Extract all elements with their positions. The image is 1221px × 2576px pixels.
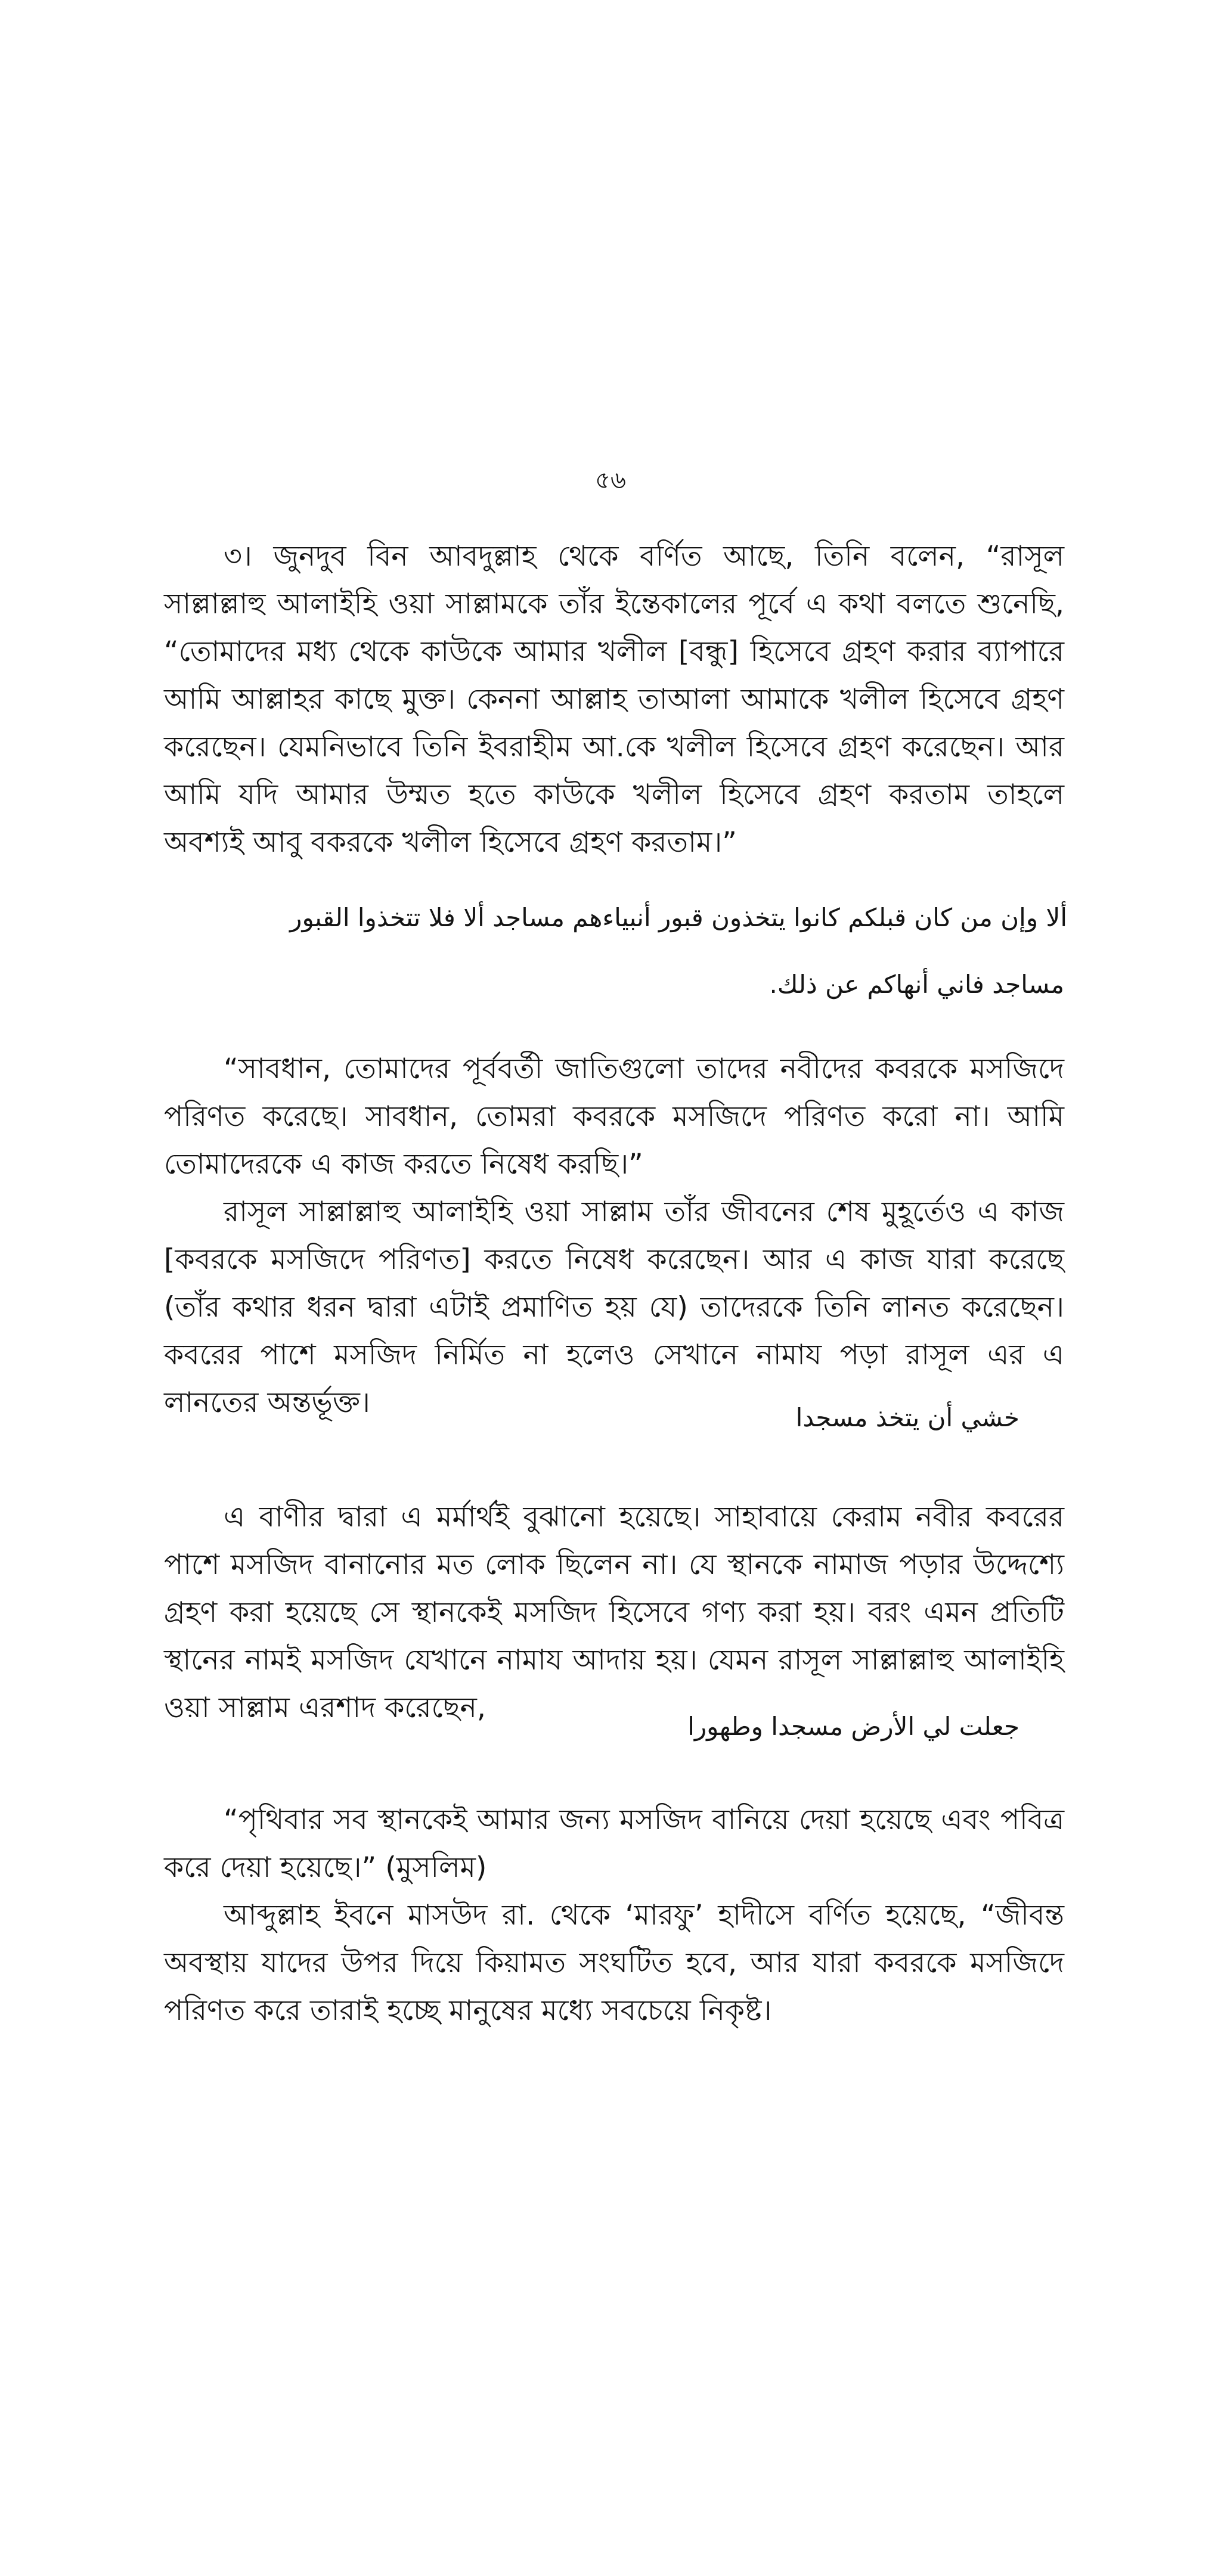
page-number: ৫৬ bbox=[595, 467, 626, 494]
arabic-quote-earth-masjid: جعلت لي الأرض مسجدا وطهورا bbox=[687, 1712, 1019, 1741]
explanation-paragraph-prohibition: রাসূল সাল্লাল্লাহু আলাইহি ওয়া সাল্লাম তাঁর জীবনের শেষ মুহূর্তেও এ কাজ [কবরকে মসজিদে পরিণত] করতে নিষেধ করেছেন। আর এ কাজ যারা করেছে (তাঁর কথার ধরন দ্বারা এটাই প্রমাণিত হয় যে) তাদেরকে তিনি লানত করেছেন। কবরের পাশে মসজিদ নির্মিত না হলেও সেখানে নামায পড়া রাসূল এর এ লানতের অন্তর্ভূক্ত। bbox=[164, 1195, 1064, 1419]
arabic-quote-line-2: مساجد فاني أنهاكم عن ذلك. bbox=[769, 970, 1064, 999]
arabic-quote-line-1: ألا وإن من كان قبلكم كانوا يتخذون قبور أنبياءهم مساجد ألا فلا تتخذوا القبور bbox=[290, 903, 1067, 932]
translation-paragraph-earth: “পৃথিবার সব স্থানকেই আমার জন্য মসজিদ বানিয়ে দেয়া হয়েছে এবং পবিত্র করে দেয়া হয়েছে।” (মুসলিম) bbox=[164, 1803, 1064, 1884]
hadith-paragraph-jundub: ৩। জুনদুব বিন আবদুল্লাহ থেকে বর্ণিত আছে, তিনি বলেন, “রাসূল সাল্লাল্লাহু আলাইহি ওয়া সাল্লামকে তাঁর ইন্তেকালের পূর্বে এ কথা বলতে শুনেছি, “তোমাদের মধ্য থেকে কাউকে আমার খলীল [বন্ধু] হিসেবে গ্রহণ করার ব্যাপারে আমি আল্লাহর কাছে মুক্ত। কেননা আল্লাহ তাআলা আমাকে খলীল হিসেবে গ্রহণ করেছেন। যেমনিভাবে তিনি ইবরাহীম আ.কে খলীল হিসেবে গ্রহণ করেছেন। আর আমি যদি আমার উম্মত হতে কাউকে খলীল হিসেবে গ্রহণ করতাম তাহলে অবশ্যই আবু বকরকে খলীল হিসেবে গ্রহণ করতাম।” bbox=[164, 539, 1064, 859]
arabic-quote-feared: خشي أن يتخذ مسجدا bbox=[795, 1403, 1019, 1432]
explanation-paragraph-meaning: এ বাণীর দ্বারা এ মর্মার্থই বুঝানো হয়েছে। সাহাবায়ে কেরাম নবীর কবরের পাশে মসজিদ বানানোর মত লোক ছিলেন না। যে স্থানকে নামাজ পড়ার উদ্দেশ্যে গ্রহণ করা হয়েছে সে স্থানকেই মসজিদ হিসেবে গণ্য করা হয়। বরং এমন প্রতিটি স্থানের নামই মসজিদ যেখানে নামায আদায় হয়। যেমন রাসূল সাল্লাল্লাহু আলাইহি ওয়া সাল্লাম এরশাদ করেছেন, bbox=[164, 1500, 1064, 1724]
translation-paragraph-warning: “সাবধান, তোমাদের পূর্ববর্তী জাতিগুলো তাদের নবীদের কবরকে মসজিদে পরিণত করেছে। সাবধান, তোমরা কবরকে মসজিদে পরিণত করো না। আমি তোমাদেরকে এ কাজ করতে নিষেধ করছি।” bbox=[164, 1052, 1064, 1181]
hadith-paragraph-ibn-masud: আব্দুল্লাহ ইবনে মাসউদ রা. থেকে ‘মারফু’ হাদীসে বর্ণিত হয়েছে, “জীবন্ত অবস্থায় যাদের উপর দিয়ে কিয়ামত সংঘটিত হবে, আর যারা কবরকে মসজিদে পরিণত করে তারাই হচ্ছে মানুষের মধ্যে সবচেয়ে নিকৃষ্ট। bbox=[164, 1898, 1064, 2027]
